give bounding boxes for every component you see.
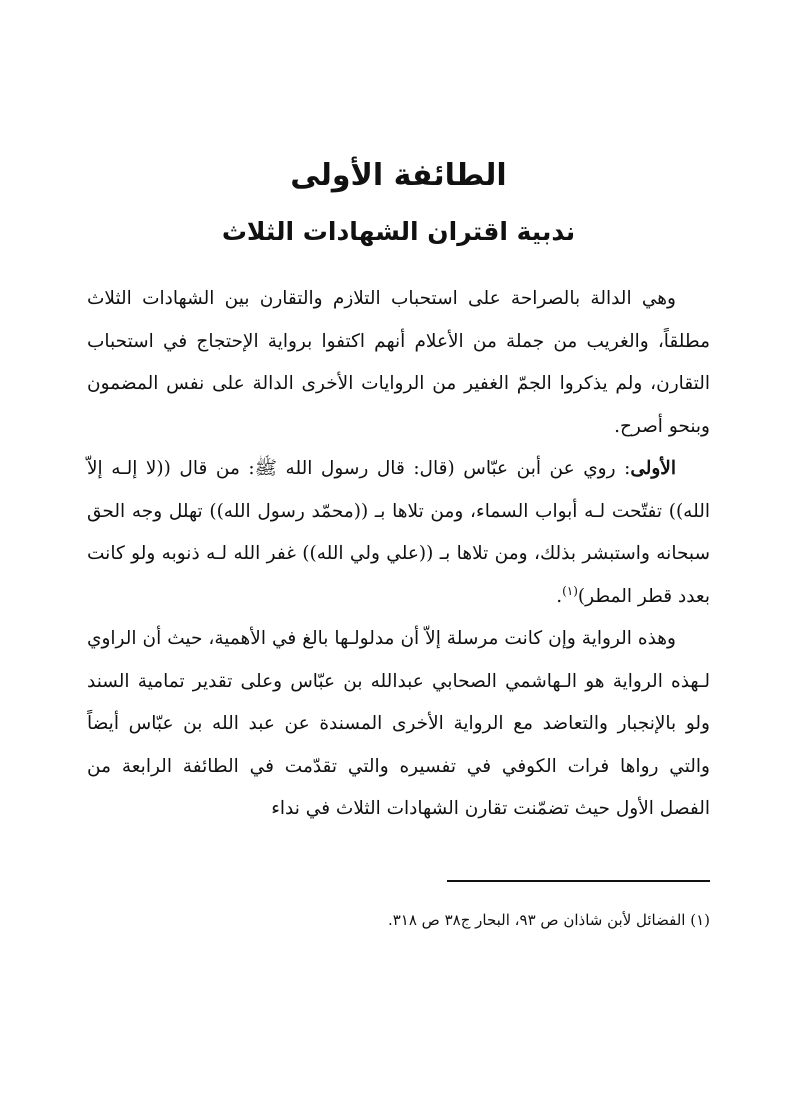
paragraph-text: وهي الدالة بالصراحة على استحباب التلازم والتقارن بين الشهادات الثلاث مطلقاً، والغريب من جملة من الأعلام أنهم اكتفوا برواية الإحتجاج في استحباب التقارن، ولم يذكروا الجمّ الغفير من الروايات الأخرى الدالة على نفس المضمون وبنحو أصرح. [87,288,710,437]
paragraph-commentary [87,618,710,831]
body-text [87,278,710,831]
footnote: (١) الفضائل لأبن شاذان ص ٩٣، البحار ج٣٨ ص ٣١٨. [387,911,710,929]
footnote-divider [447,880,710,882]
footnote-reference: (١) [562,583,578,598]
section-subtitle: ندبية اقتران الشهادات الثلاث [221,217,576,246]
paragraph-lead-word: الأولى [630,458,676,479]
paragraph-first-narration [87,448,710,618]
section-title: الطائفة الأولى [290,158,507,193]
paragraph-text: وهذه الرواية وإن كانت مرسلة إلاّ أن مدلولـها بالغ في الأهمية، حيث أن الراوي لـهذه الرواية هو الـهاشمي الصحابي عبدالله بن عبّاس وعلى تقدير تمامية السند ولو بالإنجبار والتعاضد مع الرواية الأخرى المسندة عن عبد الله بن عبّاس أيضاً والتي رواها فرات الكوفي في تفسيره والتي تقدّمت في الطائفة الرابعة من الفصل الأول حيث تضمّنت تقارن الشهادات الثلاث في نداء [87,628,710,819]
paragraph-intro [87,278,710,448]
paragraph-tail: . [556,585,563,607]
paragraph-text: : روي عن أبن عبّاس (قال: قال رسول الله ﷺ: من قال ((لا إلـه إلاّ الله)) تفتّحت لـه أبواب السماء، ومن تلاها بـ ((محمّد رسول الله)) تهلل وجه الحق سبحانه واستبشر بذلك، ومن تلاها بـ ((علي ولي الله)) غفر الله لـه ذنوبه ولو كانت بعدد قطر المطر) [87,458,710,607]
